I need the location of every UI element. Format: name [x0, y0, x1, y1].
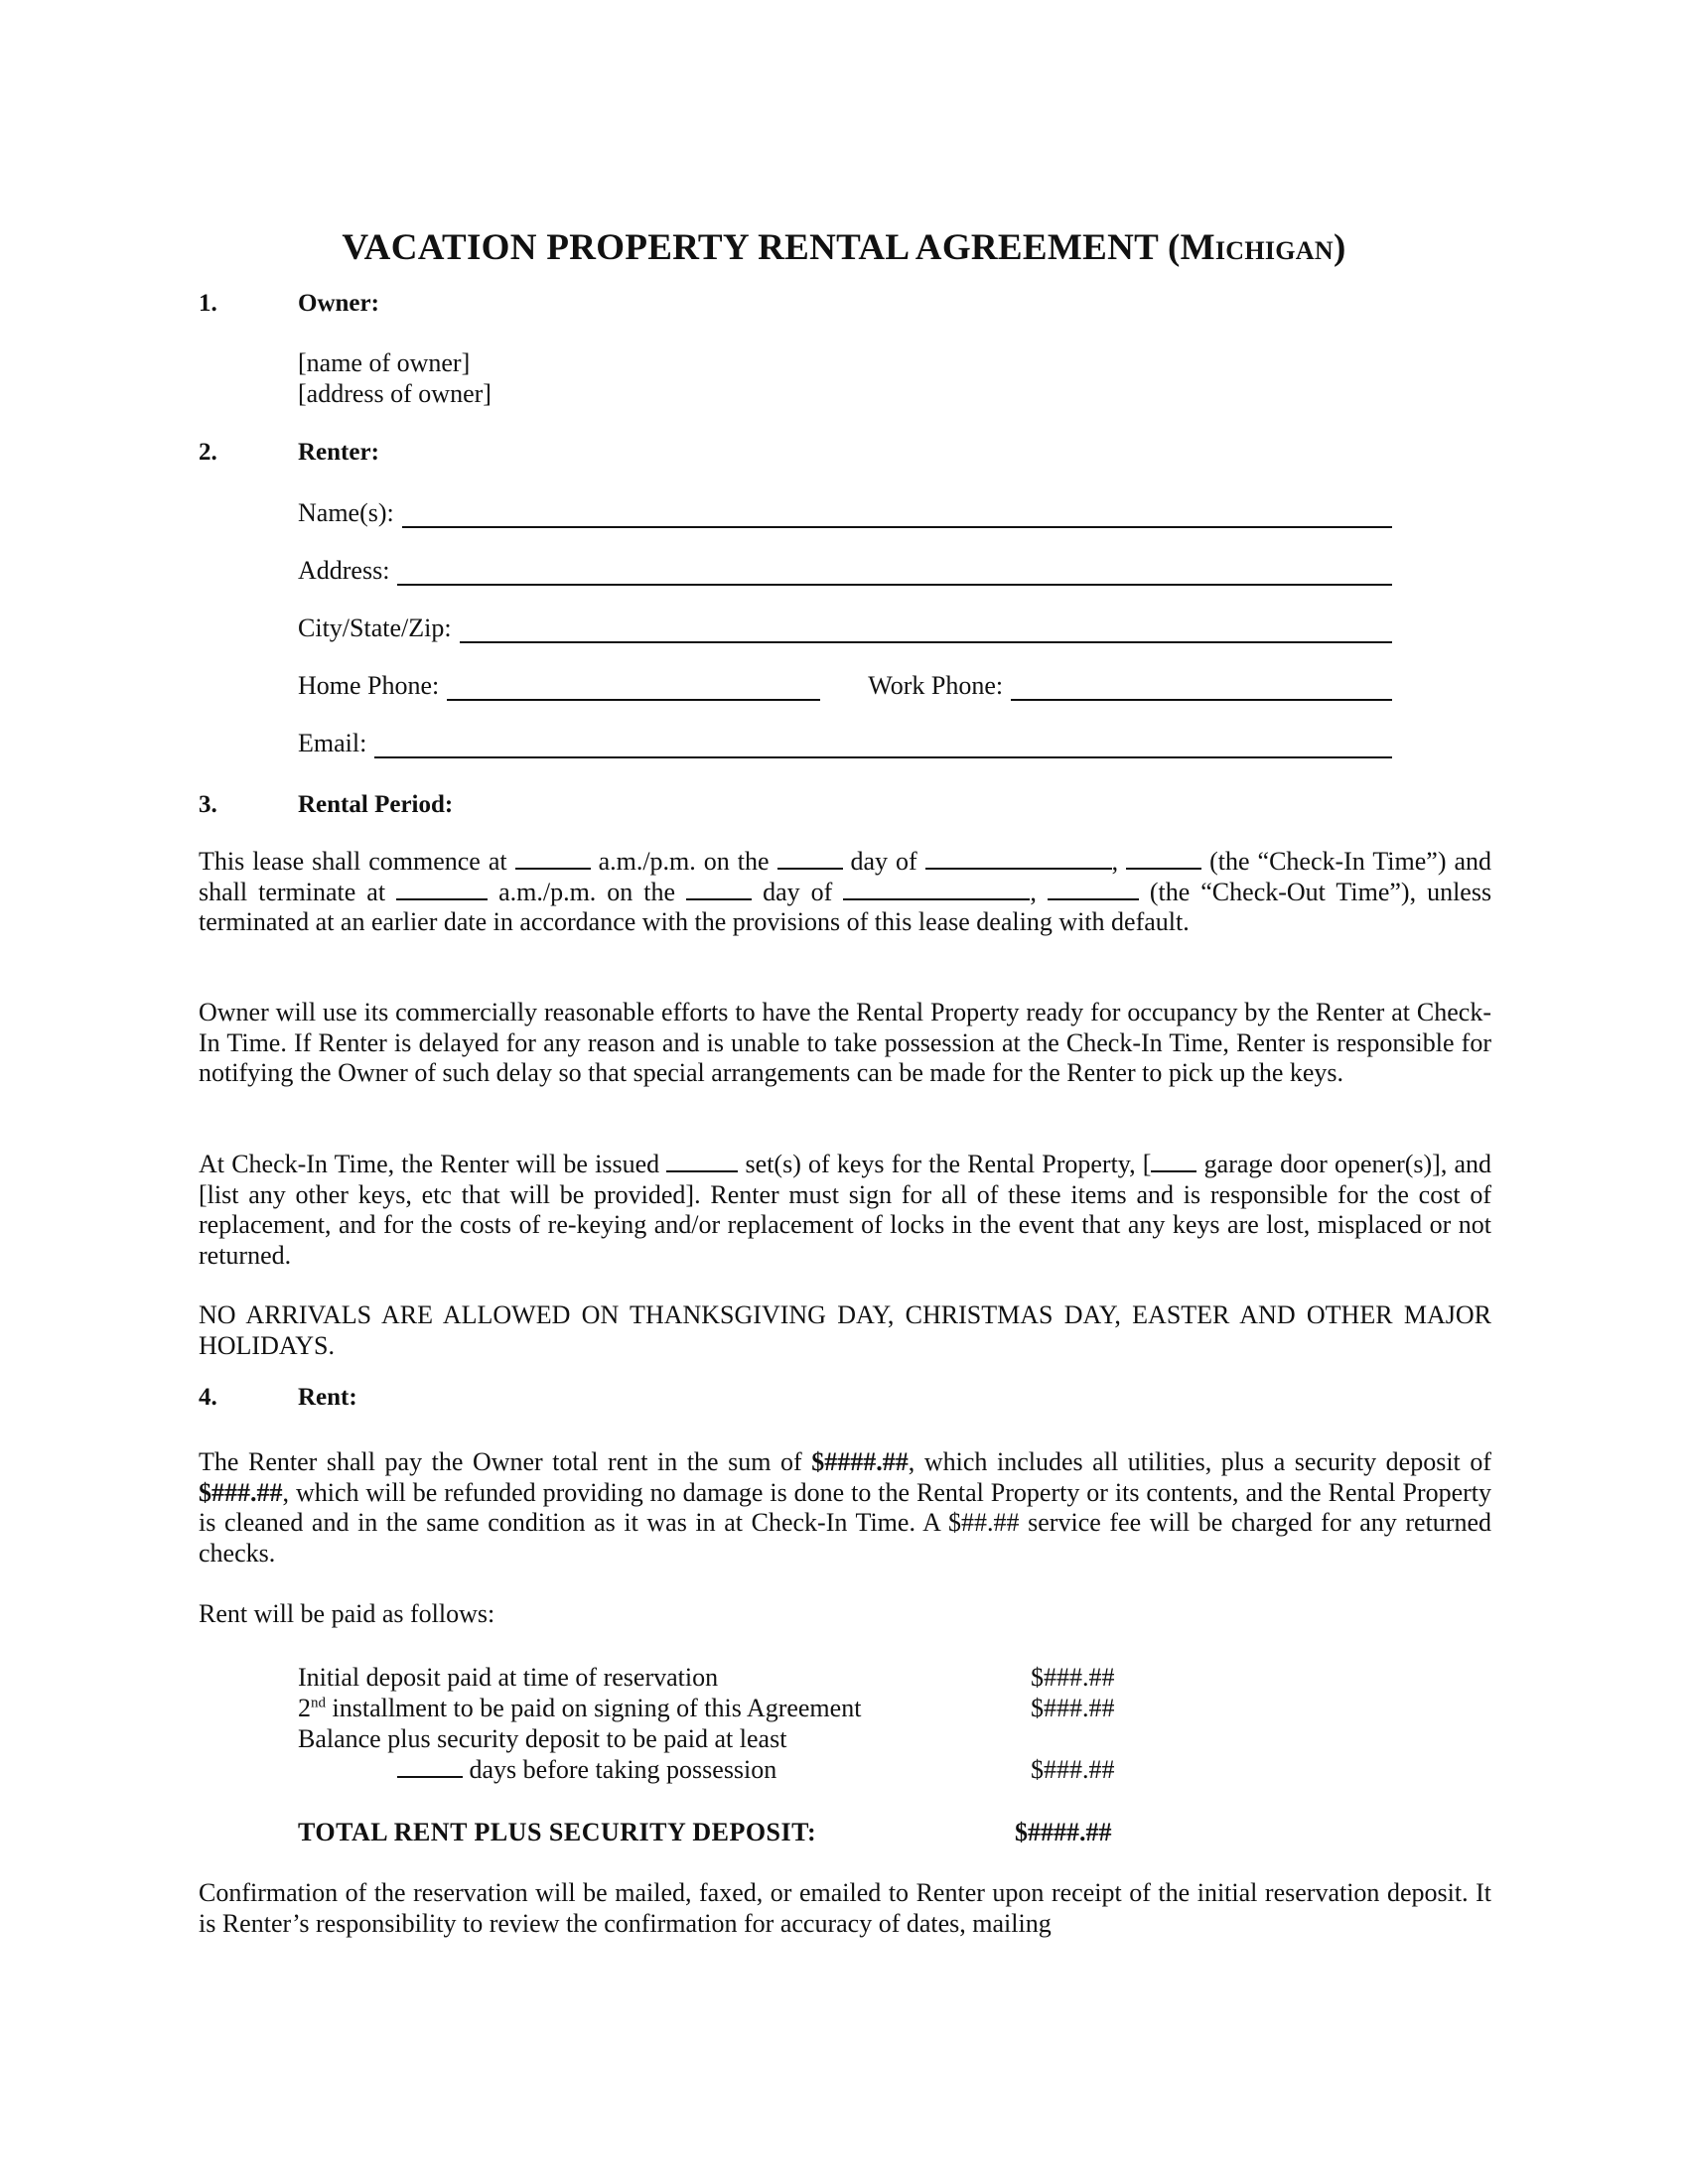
checkout-time-blank[interactable] [396, 879, 488, 900]
schedule-row-1-label: Initial deposit paid at time of reservation [298, 1663, 719, 1692]
section-number-rent: 4. [199, 1384, 217, 1411]
text-span: (the “Check-In Time”) and shall terminate at [199, 847, 1491, 906]
text-span: days before taking possession [469, 1755, 777, 1784]
days-before-blank[interactable] [397, 1756, 463, 1778]
checkin-month-blank[interactable] [925, 848, 1112, 870]
text-span: 2 [298, 1694, 311, 1722]
checkout-year-blank[interactable] [1048, 879, 1139, 900]
checkout-month-blank[interactable] [843, 879, 1030, 900]
owner-block [298, 347, 492, 409]
text-span: , [1111, 847, 1119, 876]
checkin-time-blank[interactable] [515, 848, 591, 870]
ordinal-suffix: nd [311, 1695, 326, 1711]
renter-email-field[interactable] [374, 733, 1392, 758]
renter-names-label: Name(s): [298, 498, 394, 527]
rental-period-paragraph-3 [199, 1150, 1491, 1271]
checkin-day-blank[interactable] [777, 848, 843, 870]
text-span: (the “Check-Out Time”), unless terminated at an earlier date in accordance with the provisions of this lease dealing with default. [199, 877, 1492, 937]
title-state: (Michigan) [1167, 227, 1346, 268]
total-rent-amount: $####.## [811, 1447, 909, 1476]
key-sets-blank[interactable] [666, 1151, 738, 1172]
holiday-notice: NO ARRIVALS ARE ALLOWED ON THANKSGIVING DAY, CHRISTMAS DAY, EASTER AND OTHER MAJOR HOLIDAYS. [199, 1300, 1491, 1360]
schedule-row-3-label: Balance plus security deposit to be paid at least [298, 1724, 787, 1753]
text-span: , which will be refunded providing no damage is done to the Rental Property or its contents, and the Rental Property is cleaned and in the same condition as it was in at Check-In Time. A $##.## service fee will be charged for any returned checks. [199, 1477, 1491, 1568]
owner-address-placeholder: [address of owner] [298, 379, 492, 408]
renter-city-row [298, 610, 1392, 643]
text-span: garage door opener(s)], and [list any other keys, etc that will be provided]. Renter must sign for all of these items and is responsible for the cost of replacement, and for the costs of re-keying and/or replacement of locks in the event that any keys are lost, misplaced or not returned. [199, 1150, 1492, 1270]
text-span: This lease shall commence at [199, 847, 507, 876]
section-heading-rent: Rent: [298, 1384, 357, 1411]
renter-address-field[interactable] [397, 560, 1392, 586]
rent-paragraph-2: Rent will be paid as follows: [199, 1599, 495, 1628]
document-title [0, 224, 1688, 272]
section-heading-renter: Renter: [298, 439, 379, 466]
owner-name-placeholder: [name of owner] [298, 348, 471, 377]
checkin-year-blank[interactable] [1126, 848, 1201, 870]
text-span: a.m./p.m. on the [498, 877, 676, 906]
section-number-renter: 2. [199, 439, 217, 466]
total-amount: $####.## [1015, 1818, 1112, 1846]
renter-city-label: City/State/Zip: [298, 614, 452, 642]
renter-home-phone-label: Home Phone: [298, 671, 440, 700]
rent-paragraph-3: Confirmation of the reservation will be mailed, faxed, or emailed to Renter upon receipt of the initial reservation deposit. It is Renter’s responsibility to review the confirmation for accuracy of dates, mailing [199, 1878, 1491, 1938]
text-span: a.m./p.m. on the [598, 847, 770, 876]
schedule-row-1-amount: $###.## [1031, 1663, 1115, 1692]
section-heading-owner: Owner: [298, 290, 379, 317]
text-span: set(s) of keys for the Rental Property, [ [745, 1150, 1152, 1178]
renter-city-field[interactable] [460, 617, 1392, 643]
text-span: The Renter shall pay the Owner total rent in the sum of [199, 1447, 802, 1476]
text-span: , [1030, 877, 1037, 906]
security-deposit-amount: $###.## [199, 1477, 283, 1507]
renter-address-label: Address: [298, 556, 390, 585]
renter-email-label: Email: [298, 729, 367, 757]
section-heading-rental-period: Rental Period: [298, 791, 454, 818]
title-main: VACATION PROPERTY RENTAL AGREEMENT [342, 227, 1159, 268]
schedule-row-2-label [298, 1694, 861, 1724]
renter-home-phone-field[interactable] [447, 675, 820, 701]
checkout-day-blank[interactable] [686, 879, 752, 900]
renter-address-row [298, 552, 1392, 586]
renter-names-row [298, 494, 1392, 528]
total-label: TOTAL RENT PLUS SECURITY DEPOSIT: [298, 1818, 817, 1846]
text-span: day of [850, 847, 917, 876]
section-number-rental-period: 3. [199, 791, 217, 818]
rental-period-paragraph-1 [199, 847, 1491, 938]
text-span: , which includes all utilities, plus a security deposit of [908, 1447, 1492, 1476]
garage-opener-blank[interactable] [1151, 1151, 1196, 1172]
schedule-row-4-label [397, 1755, 776, 1786]
schedule-row-4-amount: $###.## [1031, 1755, 1115, 1784]
renter-email-row [298, 725, 1392, 758]
schedule-row-2-amount: $###.## [1031, 1694, 1115, 1722]
text-span: day of [763, 877, 833, 906]
renter-phone-row [298, 667, 1392, 701]
renter-names-field[interactable] [402, 502, 1392, 528]
section-number-owner: 1. [199, 290, 217, 317]
renter-work-phone-label: Work Phone: [868, 671, 1004, 700]
rent-paragraph-1 [199, 1447, 1491, 1569]
renter-work-phone-field[interactable] [1011, 675, 1392, 701]
text-span: installment to be paid on signing of this Agreement [326, 1694, 862, 1722]
text-span: At Check-In Time, the Renter will be issued [199, 1150, 660, 1178]
rental-period-paragraph-2: Owner will use its commercially reasonable efforts to have the Rental Property ready for occupancy by the Renter at Check-In Time. If Renter is delayed for any reason and is unable to take possession at the Check-In Time, Renter is responsible for notifying the Owner of such delay so that special arrangements can be made for the Renter to pick up the keys. [199, 998, 1491, 1088]
